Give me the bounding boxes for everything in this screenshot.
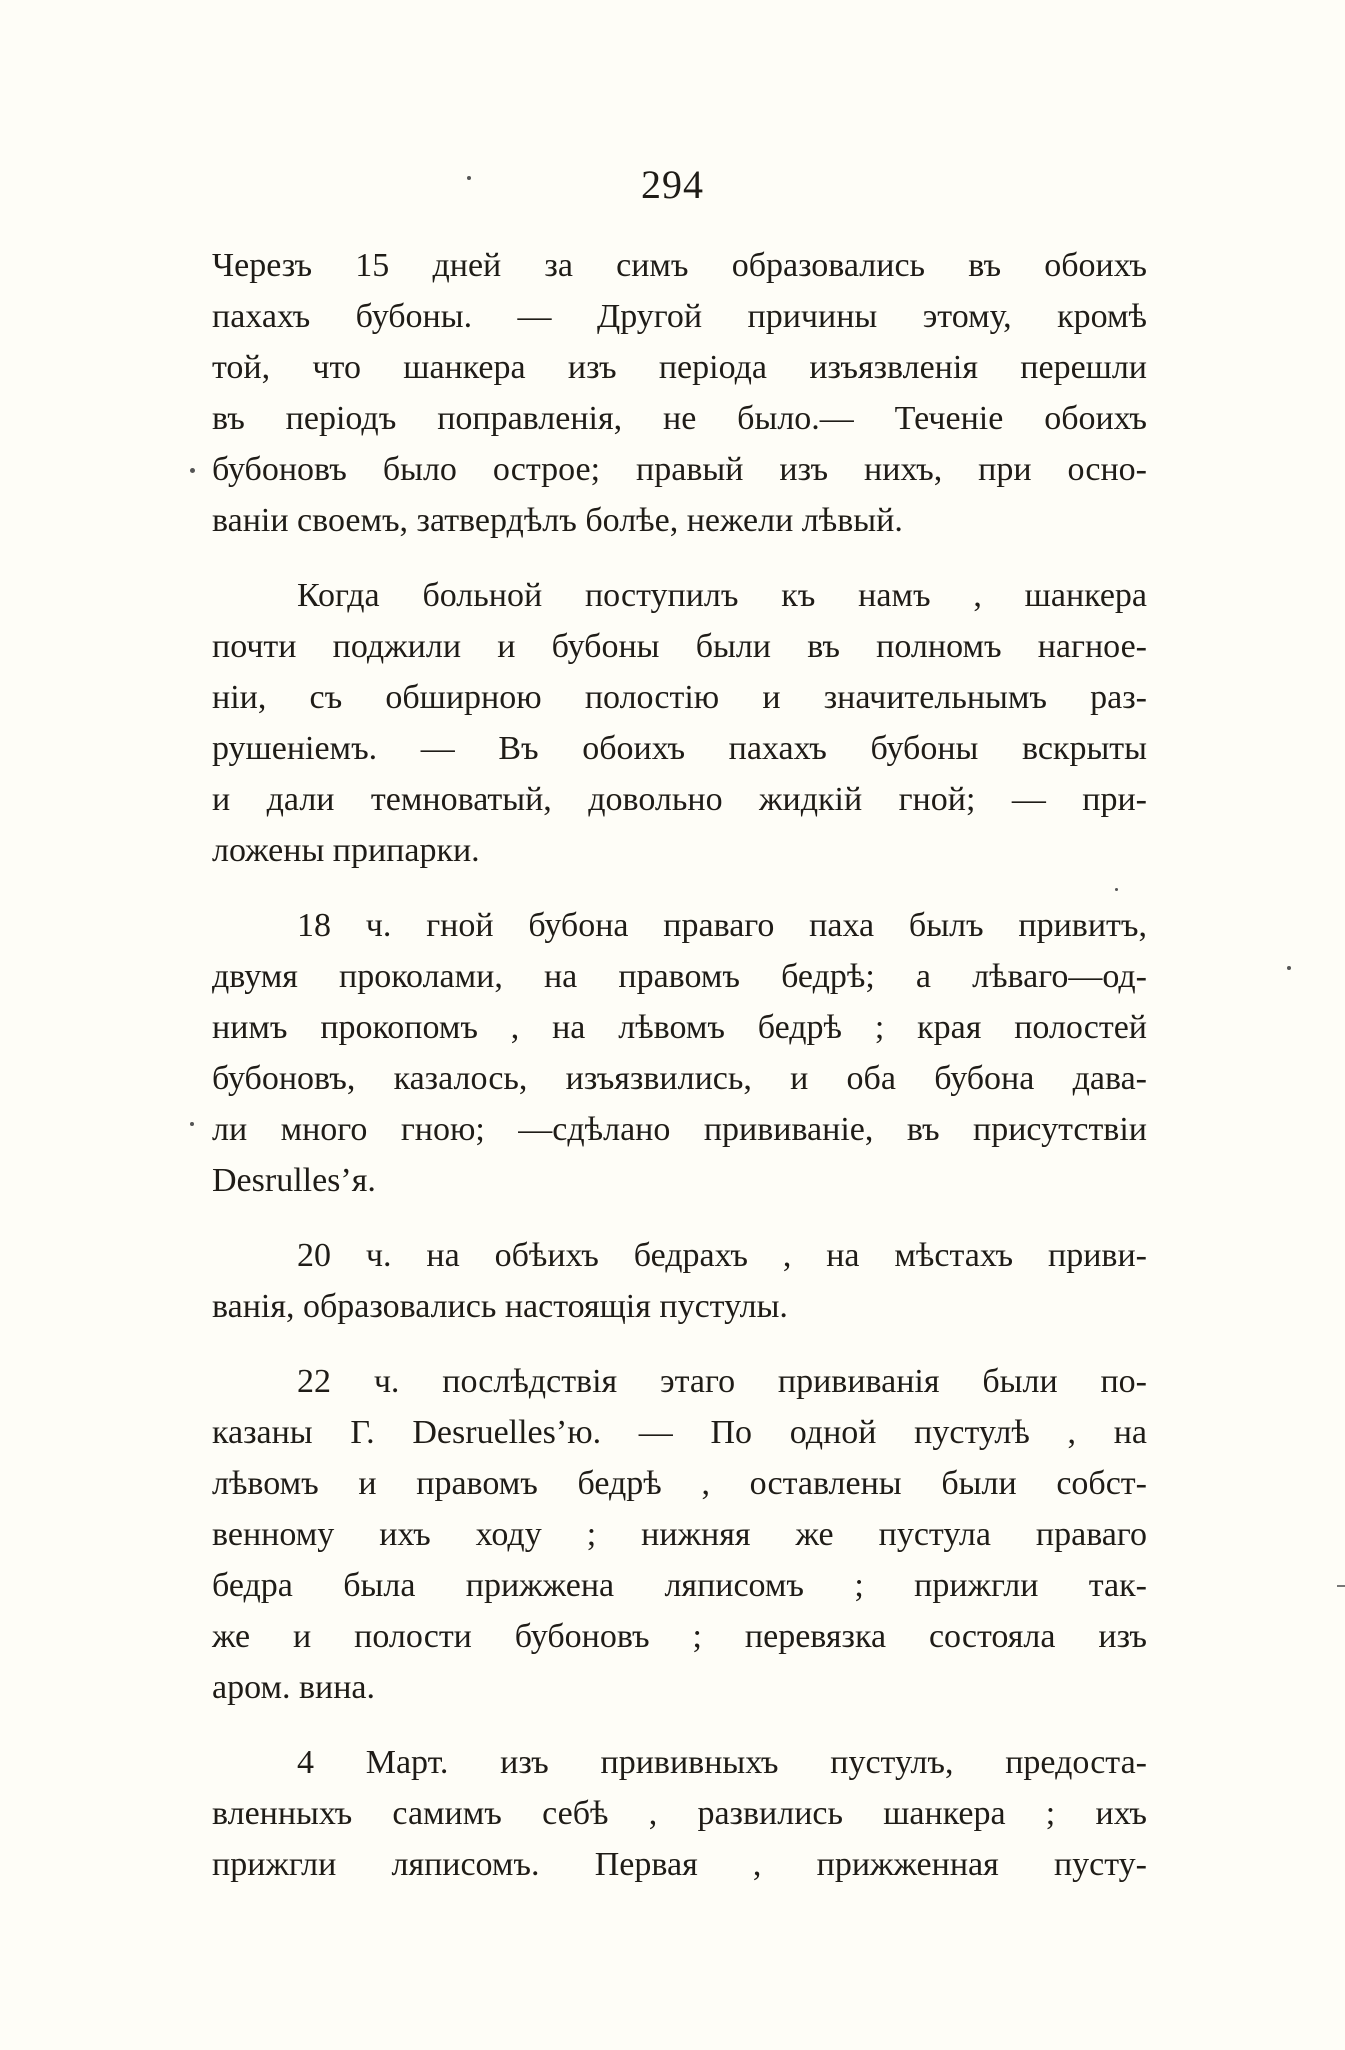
- text-line: лѣвомъ и правомъ бедрѣ , оставлены были собст-: [212, 1465, 1147, 1502]
- paragraph: [212, 900, 1147, 1206]
- text-line: ніи, съ обширною полостію и значительнымъ раз-: [212, 679, 1147, 716]
- text-line: прижгли ляписомъ. Первая , прижженная пусту-: [212, 1846, 1147, 1883]
- text-line: Desrulles’я.: [212, 1162, 376, 1199]
- text-line: вленныхъ самимъ себѣ , развились шанкера ; ихъ: [212, 1795, 1147, 1832]
- paragraph: [212, 570, 1147, 876]
- text-line: рушеніемъ. — Въ обоихъ пахахъ бубоны вскрыты: [212, 730, 1147, 767]
- text-line: 20 ч. на обѣихъ бедрахъ , на мѣстахъ приви-: [297, 1237, 1147, 1274]
- text-line: бубоновъ, казалось, изъязвились, и оба бубона дава-: [212, 1060, 1147, 1097]
- text-line: и дали темноватый, довольно жидкій гной; — при-: [212, 781, 1147, 818]
- scan-speck: [1287, 966, 1291, 970]
- text-line: ли много гною; —сдѣлано прививаніе, въ присутствіи: [212, 1111, 1147, 1148]
- text-line: ложены припарки.: [212, 832, 480, 869]
- text-line: 4 Март. изъ прививныхъ пустулъ, предоста-: [297, 1744, 1147, 1781]
- scan-edge-mark: [1337, 1585, 1345, 1587]
- text-line: той, что шанкера изъ періода изъязвленія перешли: [212, 349, 1147, 386]
- text-line: бедра была прижжена ляписомъ ; прижгли так-: [212, 1567, 1147, 1604]
- text-line: 22 ч. послѣдствія этаго прививанія были по-: [297, 1363, 1147, 1400]
- text-line: почти поджили и бубоны были въ полномъ нагное-: [212, 628, 1147, 665]
- text-line: пахахъ бубоны. — Другой причины этому, кромѣ: [212, 298, 1147, 335]
- text-line: венному ихъ ходу ; нижняя же пустула праваго: [212, 1516, 1147, 1553]
- scan-speck: [190, 1122, 194, 1126]
- paragraph: [212, 1737, 1147, 1890]
- scan-speck: [467, 176, 471, 180]
- text-line: Черезъ 15 дней за симъ образовались въ обоихъ: [212, 247, 1147, 284]
- text-line: нимъ прокопомъ , на лѣвомъ бедрѣ ; края полостей: [212, 1009, 1147, 1046]
- scan-speck: [190, 468, 195, 473]
- page-body: [212, 240, 1147, 1914]
- scan-speck: [1115, 888, 1118, 891]
- text-line: Когда больной поступилъ къ намъ , шанкера: [297, 577, 1147, 614]
- paragraph: [212, 240, 1147, 546]
- page-number: 294: [641, 162, 704, 207]
- text-line: аром. вина.: [212, 1669, 375, 1706]
- paragraph: [212, 1356, 1147, 1713]
- paragraph: [212, 1230, 1147, 1332]
- text-line: бубоновъ было острое; правый изъ нихъ, при осно-: [212, 451, 1147, 488]
- text-line: въ періодъ поправленія, не было.— Теченіе обоихъ: [212, 400, 1147, 437]
- text-line: же и полости бубоновъ ; перевязка состояла изъ: [212, 1618, 1147, 1655]
- text-line: ваніи своемъ, затвердѣлъ болѣе, нежели лѣвый.: [212, 502, 903, 539]
- text-line: ванія, образовались настоящія пустулы.: [212, 1288, 788, 1325]
- text-line: 18 ч. гной бубона праваго паха былъ привитъ,: [297, 907, 1147, 944]
- text-line: казаны Г. Desruelles’ю. — По одной пустулѣ , на: [212, 1414, 1147, 1451]
- text-line: двумя проколами, на правомъ бедрѣ; а лѣваго—од-: [212, 958, 1147, 995]
